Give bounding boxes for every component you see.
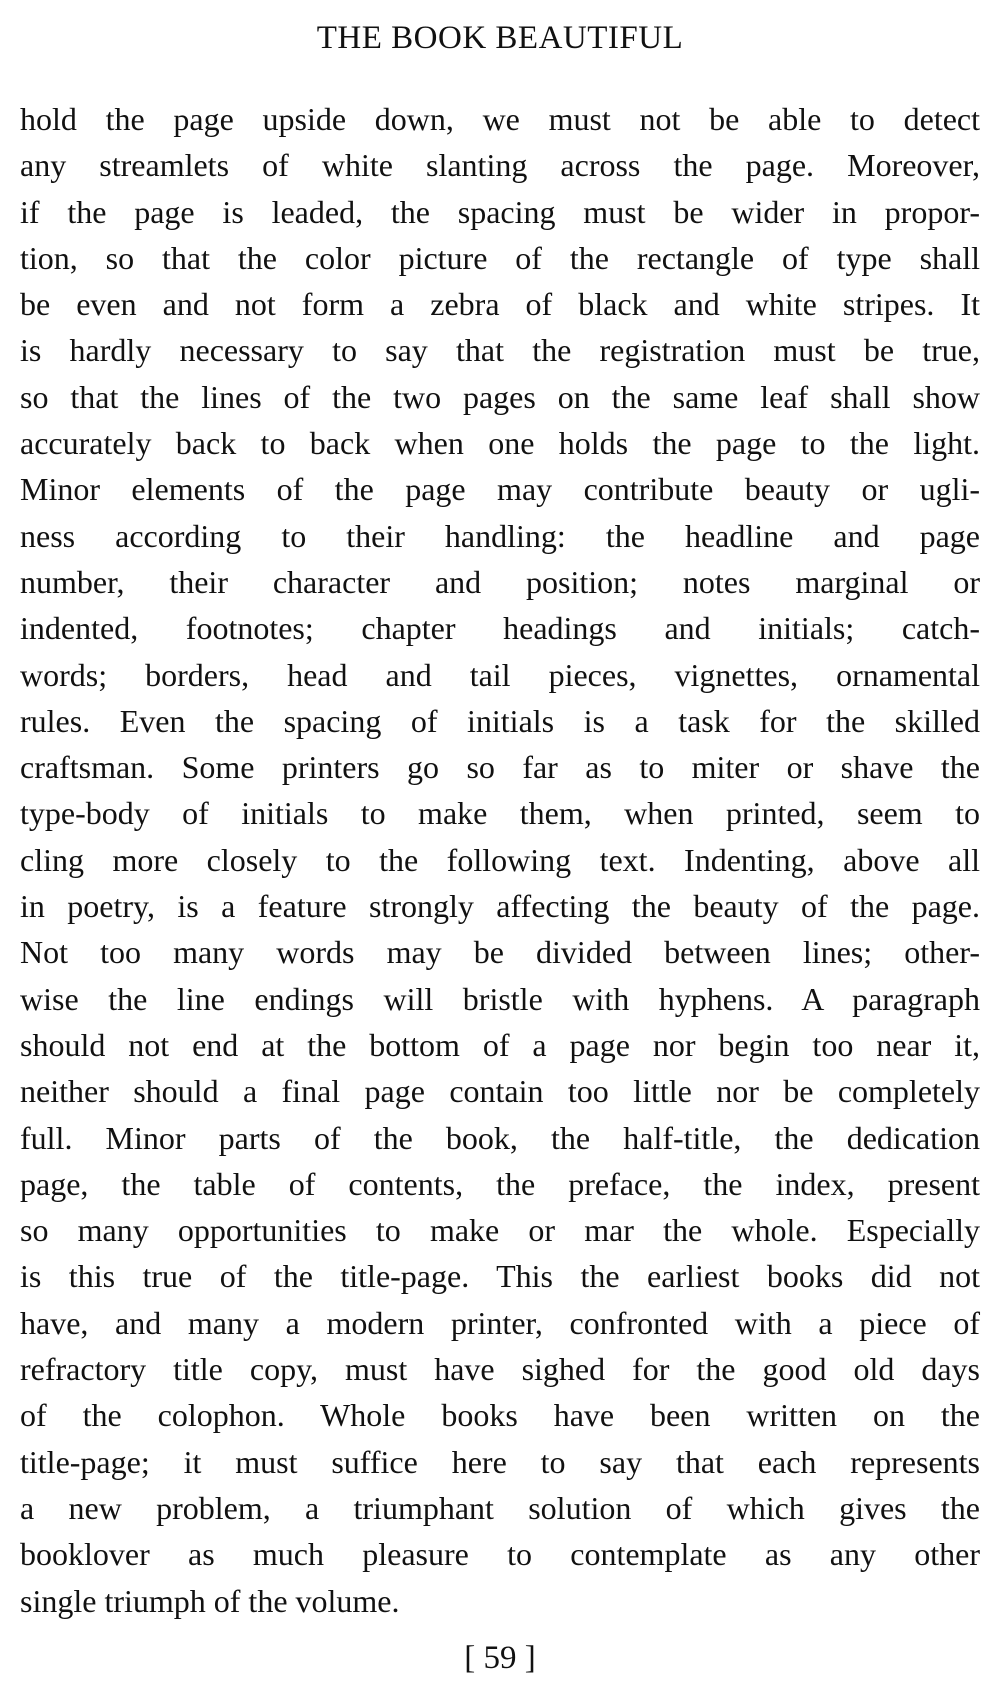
text-line: should not end at the bottom of a page nor begin too near it, <box>20 1026 980 1063</box>
text-line: is this true of the title-page. This the earliest books did not <box>20 1258 980 1295</box>
text-line: neither should a final page contain too little nor be completely <box>20 1073 980 1110</box>
text-line: rules. Even the spacing of initials is a task for the skilled <box>20 702 980 739</box>
page-number: [ 59 ] <box>464 1640 536 1676</box>
text-line: of the colophon. Whole books have been written on the <box>20 1397 980 1434</box>
text-line: hold the page upside down, we must not be able to detect <box>20 101 980 137</box>
text-line: tion, so that the color picture of the rectangle of type shall <box>20 239 980 276</box>
text-line: number, their character and position; notes marginal or <box>20 563 980 600</box>
text-line: a new problem, a triumphant solution of which gives the <box>20 1489 980 1526</box>
text-line: booklover as much pleasure to contemplate as any other <box>20 1536 980 1573</box>
text-line: be even and not form a zebra of black and white stripes. It <box>20 286 980 323</box>
text-line: refractory title copy, must have sighed for the good old days <box>20 1351 980 1388</box>
text-line: single triumph of the volume. <box>20 1582 400 1619</box>
text-line: if the page is leaded, the spacing must be wider in propor- <box>20 193 980 230</box>
text-line: Minor elements of the page may contribute beauty or ugli- <box>20 471 980 508</box>
text-line: accurately back to back when one holds the page to the light. <box>20 425 980 462</box>
text-line: page, the table of contents, the preface, the index, present <box>20 1165 980 1202</box>
text-line: craftsman. Some printers go so far as to miter or shave the <box>20 749 980 786</box>
text-line: indented, footnotes; chapter headings and initials; catch- <box>20 610 980 647</box>
text-line: Not too many words may be divided between lines; other- <box>20 934 980 971</box>
running-head: THE BOOK BEAUTIFUL <box>316 20 684 56</box>
text-line: title-page; it must suffice here to say that each represents <box>20 1443 980 1480</box>
text-line: wise the line endings will bristle with hyphens. A paragraph <box>20 980 980 1017</box>
text-line: in poetry, is a feature strongly affecting the beauty of the page. <box>20 888 980 925</box>
text-line: words; borders, head and tail pieces, vignettes, ornamental <box>20 656 980 693</box>
text-line: cling more closely to the following text. Indenting, above all <box>20 841 980 878</box>
text-line: have, and many a modern printer, confronted with a piece of <box>20 1304 980 1341</box>
text-line: is hardly necessary to say that the registration must be true, <box>20 332 980 369</box>
text-line: ness according to their handling: the headline and page <box>20 517 980 554</box>
text-line: type-body of initials to make them, when printed, seem to <box>20 795 980 832</box>
text-line: full. Minor parts of the book, the half-title, the dedication <box>20 1119 980 1156</box>
body-text <box>20 96 980 1624</box>
text-line: so that the lines of the two pages on the same leaf shall show <box>20 378 980 415</box>
text-line: so many opportunities to make or mar the whole. Especially <box>20 1212 980 1249</box>
text-line: any streamlets of white slanting across the page. Moreover, <box>20 147 980 184</box>
